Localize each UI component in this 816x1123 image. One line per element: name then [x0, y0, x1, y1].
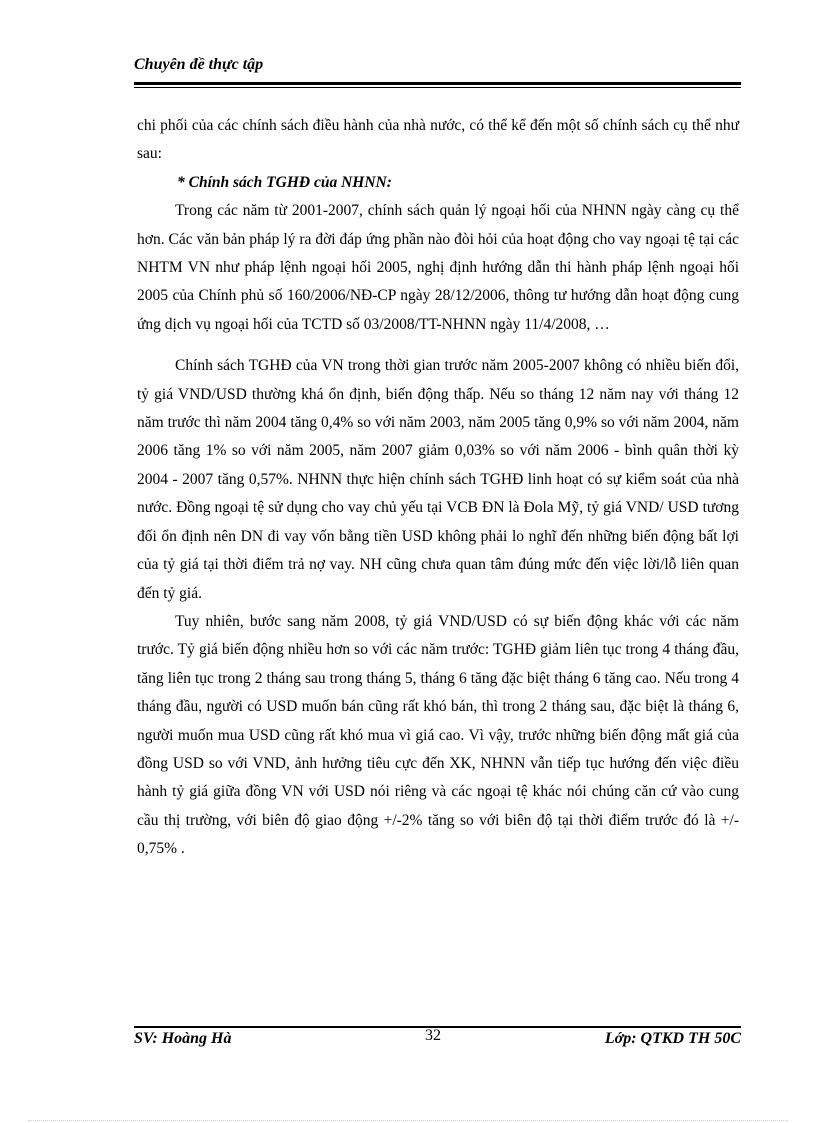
page-number: 32: [425, 1027, 441, 1044]
footer-class-label: Lớp: QTKD TH 50C: [604, 1030, 741, 1047]
section-subheading: * Chính sách TGHĐ của NHNN:: [177, 173, 392, 191]
paragraph-legal-documents: Trong các năm từ 2001-2007, chính sách quản lý ngoại hối của NHNN ngày càng cụ thể hơn. Các văn bản pháp lý ra đời đáp ứng phần nào đòi hỏi của hoạt động cho vay ngoại tệ tại các NHTM VN như pháp lệnh ngoại hối 2005, nghị định hướng dẫn thi hành pháp lệnh ngoại hối 2005 của Chính phủ số 160/2006/NĐ-CP ngày 28/12/2006, thông tư hướng dẫn hoạt động cung ứng dịch vụ ngoại hối của TCTD số 03/2008/TT-NHNN ngày 11/4/2008, …: [137, 202, 739, 333]
header-rule-thick: [134, 82, 741, 85]
paragraph-continuation: chi phối của các chính sách điều hành của nhà nước, có thể kể đến một số chính sách cụ thể như sau:: [137, 117, 739, 163]
page-edge-divider: [28, 1120, 788, 1121]
header-rule-thin: [134, 87, 741, 88]
paragraph-2008-fluctuation: Tuy nhiên, bước sang năm 2008, tỷ giá VND/USD có sự biến động khác với các năm trước. Tỷ giá biến động nhiều hơn so với các năm trước: TGHĐ giảm liên tục trong 4 tháng đầu, tăng liên tục trong 2 tháng sau trong tháng 5, tháng 6 tăng đặc biệt tháng 6 tăng cao. Nếu trong 4 tháng đầu, người có USD muốn bán cũng rất khó bán, thì trong 2 tháng sau, đặc biệt là tháng 6, người muốn mua USD cũng rất khó mua vì giá cao. Vì vậy, trước những biến động mất giá của đồng USD so với VND, ảnh hưởng tiêu cực đến XK, NHNN vẫn tiếp tục hướng đến việc điều hành tỷ giá giữa đồng VN với USD nói riêng và các ngoại tệ khác nói chúng căn cứ vào cung cầu thị trường, với biên độ giao động +/-2% tăng so với biên độ tại thời điểm trước đó là +/- 0,75% .: [137, 612, 739, 858]
page-body: [137, 112, 739, 864]
footer-student-name: SV: Hoàng Hà: [134, 1030, 232, 1047]
running-header-title: Chuyên đề thực tập: [134, 56, 264, 73]
paragraph-exchange-rate-policy: Chính sách TGHĐ của VN trong thời gian trước năm 2005-2007 không có nhiều biến đổi, tỷ giá VND/USD thường khá ổn định, biến động thấp. Nếu so tháng 12 năm nay với tháng 12 năm trước thì năm 2004 tăng 0,4% so với năm 2003, năm 2005 tăng 0,9% so với năm 2004, năm 2006 tăng 1% so với năm 2005, năm 2007 giảm 0,03% so với năm 2006 - bình quân thời kỳ 2004 - 2007 tăng 0,57%. NHNN thực hiện chính sách TGHĐ linh hoạt có sự kiểm soát của nhà nước. Đồng ngoại tệ sử dụng cho vay chủ yếu tại VCB ĐN là Đola Mỹ, tỷ giá VND/ USD tương đối ổn định nên DN đi vay vốn bằng tiền USD không phải lo nghĩ đến những biến động bất lợi của tỷ giá tại thời điểm trả nợ vay. NH cũng chưa quan tâm đúng mức đến việc lời/lỗ liên quan đến tỷ giá.: [137, 357, 739, 602]
